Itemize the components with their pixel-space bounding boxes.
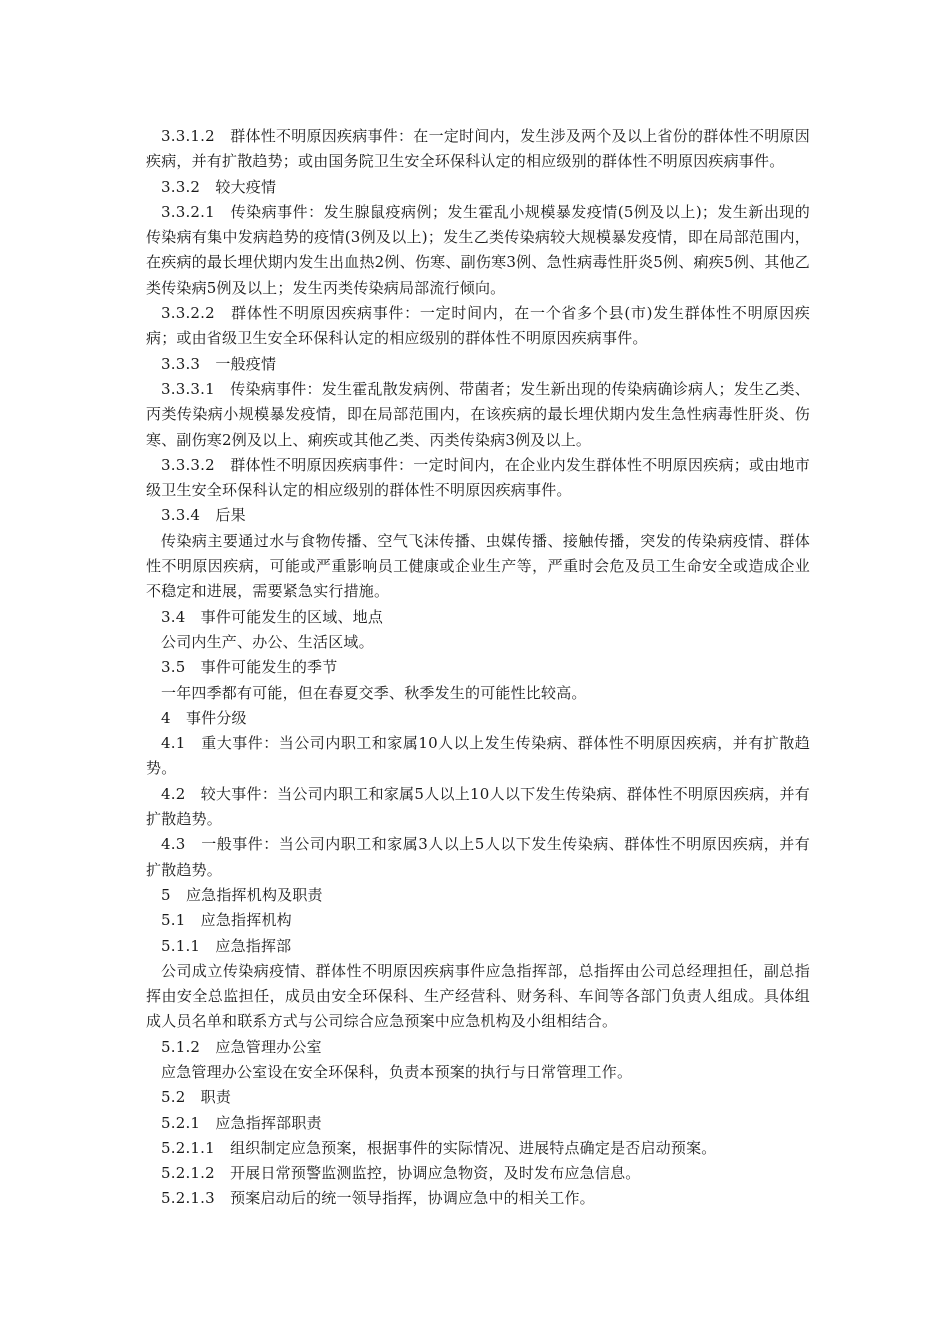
paragraph-3-3-2-2: 3.3.2.2 群体性不明原因疾病事件：一定时间内，在一个省多个县(市)发生群体性不明原因疾病；或由省级卫生安全环保科认定的相应级别的群体性不明原因疾病事件。 <box>146 304 810 348</box>
heading-3-3-2: 3.3.2 较大疫情 <box>161 177 277 196</box>
paragraph-5-2-1-3: 5.2.1.3 预案启动后的统一领导指挥，协调应急中的相关工作。 <box>161 1189 595 1208</box>
paragraph-4-2: 4.2 较大事件：当公司内职工和家属5人以上10人以下发生传染病、群体性不明原因疾病，并有扩散趋势。 <box>146 784 810 829</box>
heading-5: 5 应急指挥机构及职责 <box>161 885 323 904</box>
paragraph-5-2-1-2: 5.2.1.2 开展日常预警监测监控，协调应急物资，及时发布应急信息。 <box>161 1164 641 1183</box>
paragraph-seasons: 一年四季都有可能，但在春夏交季、秋季发生的可能性比较高。 <box>161 683 587 702</box>
heading-3-5: 3.5 事件可能发生的季节 <box>161 658 338 677</box>
paragraph-4-1: 4.1 重大事件：当公司内职工和家属10人以上发生传染病、群体性不明原因疾病，并有扩散趋势。 <box>146 734 810 778</box>
paragraph-areas: 公司内生产、办公、生活区域。 <box>161 632 374 651</box>
heading-5-1-1: 5.1.1 应急指挥部 <box>161 936 292 955</box>
paragraph-4-3: 4.3 一般事件：当公司内职工和家属3人以上5人以下发生传染病、群体性不明原因疾病，并有扩散趋势。 <box>146 835 810 879</box>
paragraph-consequences: 传染病主要通过水与食物传播、空气飞沫传播、虫媒传播、接触传播，突发的传染病疫情、群体性不明原因疾病，可能或严重影响员工健康或企业生产等，严重时会危及员工生命安全或造成企业不稳定和进展，需要紧急实行措施。 <box>146 531 810 601</box>
heading-5-1-2: 5.1.2 应急管理办公室 <box>161 1037 322 1056</box>
heading-5-2: 5.2 职责 <box>161 1088 232 1107</box>
document-body <box>146 124 810 1212</box>
paragraph-5-2-1-1: 5.2.1.1 组织制定应急预案，根据事件的实际情况、进展特点确定是否启动预案。 <box>161 1138 717 1157</box>
paragraph-3-3-3-2: 3.3.3.2 群体性不明原因疾病事件：一定时间内，在企业内发生群体性不明原因疾病；或由地市级卫生安全环保科认定的相应级别的群体性不明原因疾病事件。 <box>146 455 810 500</box>
paragraph-3-3-1-2: 3.3.1.2 群体性不明原因疾病事件：在一定时间内，发生涉及两个及以上省份的群体性不明原因疾病，并有扩散趋势；或由国务院卫生安全环保科认定的相应级别的群体性不明原因疾病事件。 <box>146 127 810 171</box>
heading-3-3-3: 3.3.3 一般疫情 <box>161 354 277 373</box>
paragraph-command-composition: 公司成立传染病疫情、群体性不明原因疾病事件应急指挥部，总指挥由公司总经理担任，副总指挥由安全总监担任，成员由安全环保科、生产经营科、财务科、车间等各部门负责人组成。具体组成人员名单和联系方式与公司综合应急预案中应急机构及小组相结合。 <box>146 961 810 1031</box>
paragraph-3-3-3-1: 3.3.3.1 传染病事件：发生霍乱散发病例、带菌者；发生新出现的传染病确诊病人；发生乙类、丙类传染病小规模暴发疫情，即在局部范围内，在该疾病的最长埋伏期内发生急性病毒性肝炎、伤寒、副伤寒2例及以上、痢疾或其他乙类、丙类传染病3例及以上。 <box>146 379 810 449</box>
paragraph-3-3-2-1: 3.3.2.1 传染病事件：发生腺鼠疫病例；发生霍乱小规模暴发疫情(5例及以上)；发生新出现的传染病有集中发病趋势的疫情(3例及以上)；发生乙类传染病较大规模暴发疫情，即在局部范围内，在疾病的最长埋伏期内发生出血热2例、伤寒、副伤寒3例、急性病毒性肝炎5例、痢疾5例、其他乙类传染病5例及以上；发生丙类传染病局部流行倾向。 <box>146 202 810 297</box>
heading-5-1: 5.1 应急指挥机构 <box>161 911 292 930</box>
heading-3-3-4: 3.3.4 后果 <box>161 506 246 525</box>
heading-5-2-1: 5.2.1 应急指挥部职责 <box>161 1113 322 1132</box>
heading-4: 4 事件分级 <box>161 708 247 727</box>
paragraph-office: 应急管理办公室设在安全环保科，负责本预案的执行与日常管理工作。 <box>161 1062 633 1081</box>
heading-3-4: 3.4 事件可能发生的区域、地点 <box>161 607 384 626</box>
